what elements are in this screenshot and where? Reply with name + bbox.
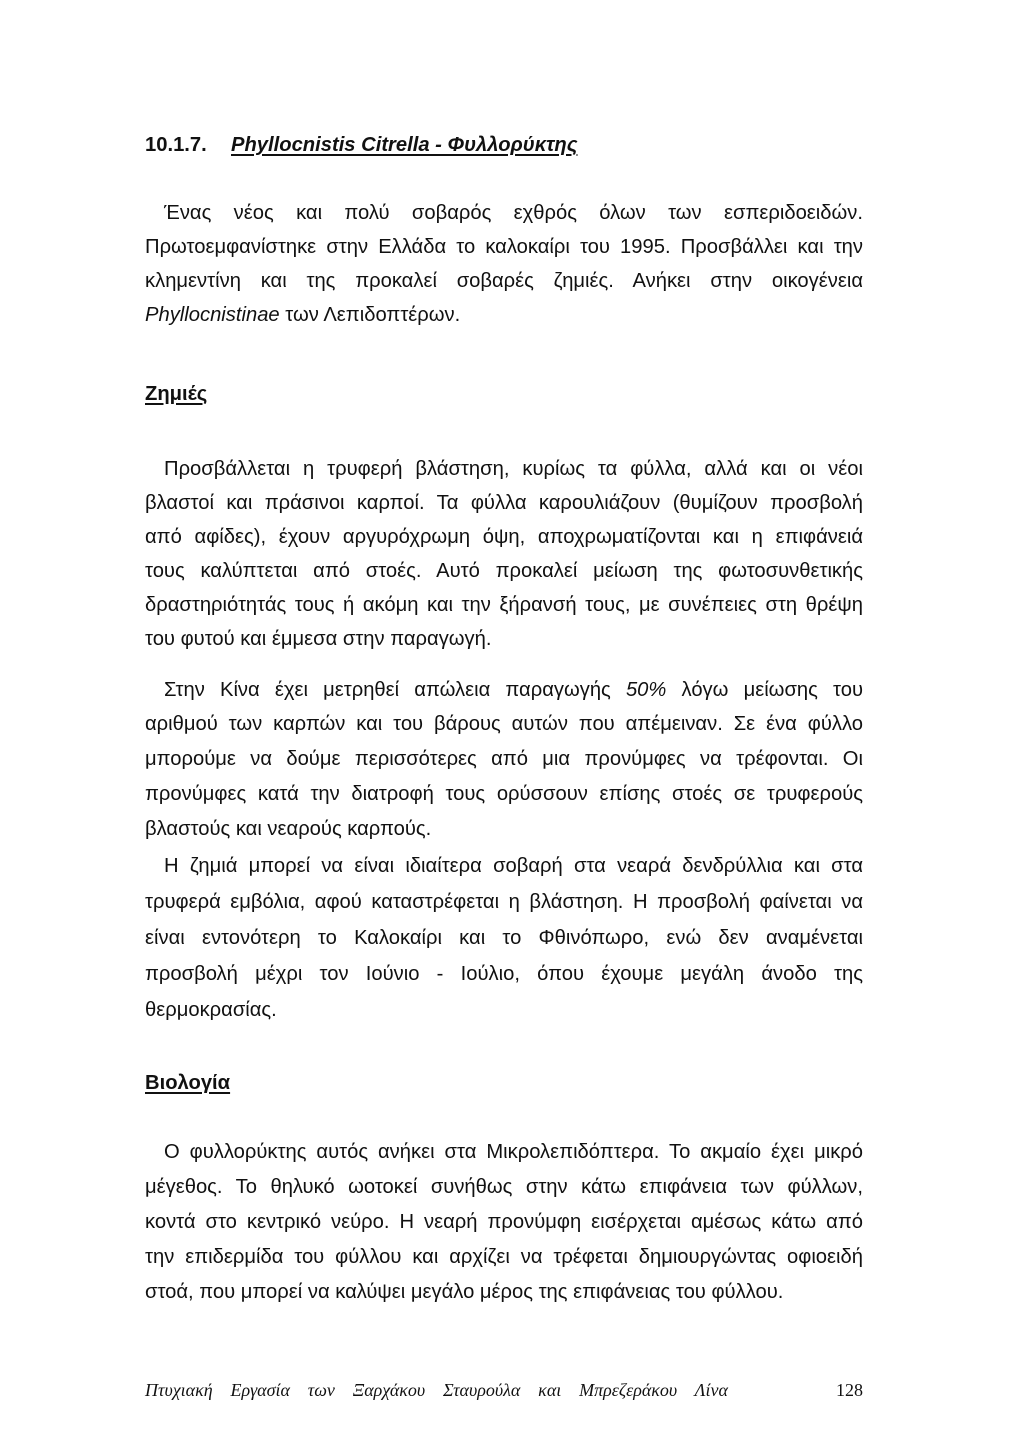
intro-paragraph bbox=[145, 196, 863, 332]
text-line bbox=[145, 298, 863, 332]
text-line: από αφίδες), έχουν αργυρόχρωμη όψη, αποχρωματίζονται και η επιφάνειά bbox=[145, 526, 863, 548]
section-heading bbox=[145, 128, 863, 162]
text-line: του φυτού και έμμεσα στην παραγωγή. bbox=[145, 628, 492, 650]
italic-term: Phyllocnistinae bbox=[145, 304, 280, 326]
text-line: Ο φυλλορύκτης αυτός ανήκει στα Μικρολεπιδόπτερα. Το ακμαίο έχει μικρό bbox=[164, 1140, 863, 1163]
text-segment: των Λεπιδοπτέρων. bbox=[279, 304, 461, 326]
damage-paragraph bbox=[145, 673, 863, 847]
biology-paragraph bbox=[145, 1135, 863, 1310]
text-line: κλημεντίνη και της προκαλεί σοβαρές ζημιές. Ανήκει στην οικογένεια bbox=[145, 270, 863, 292]
damage-heading-label: Ζημιές bbox=[145, 383, 208, 405]
text-line: αριθμού των καρπών και του βάρους αυτών που απέμειναν. Σε ένα φύλλο bbox=[145, 713, 863, 736]
text-line: θερμοκρασίας. bbox=[145, 999, 277, 1021]
text-line: στοά, που μπορεί να καλύψει μεγάλο μέρος της επιφάνειας του φύλλου. bbox=[145, 1280, 784, 1303]
text-line: κοντά στο κεντρικό νεύρο. Η νεαρή προνύμφη εισέρχεται αμέσως κάτω από bbox=[145, 1210, 863, 1233]
damage-paragraph bbox=[145, 848, 863, 1028]
text-line: μέγεθος. Το θηλυκό ωοτοκεί συνήθως στην κάτω επιφάνεια των φύλλων, bbox=[145, 1175, 863, 1198]
text-line: βλαστούς και νεαρούς καρπούς. bbox=[145, 817, 432, 840]
text-line: τρυφερά εμβόλια, αφού καταστρέφεται η βλάστηση. Η προσβολή φαίνεται να bbox=[145, 891, 863, 913]
text-line: Η ζημιά μπορεί να είναι ιδιαίτερα σοβαρή στα νεαρά δενδρύλλια και στα bbox=[164, 855, 863, 877]
page-number: 128 bbox=[836, 1380, 863, 1400]
text-segment: Στην Κίνα έχει μετρηθεί απώλεια παραγωγής bbox=[164, 678, 626, 701]
text-line: μπορούμε να δούμε περισσότερες από μια προνύμφες να τρέφονται. Οι bbox=[145, 748, 863, 771]
biology-heading-label: Βιολογία bbox=[145, 1072, 231, 1094]
text-line: τους καλύπτεται από στοές. Αυτό προκαλεί μείωση της φωτοσυνθετικής bbox=[145, 560, 863, 582]
biology-heading bbox=[145, 1066, 863, 1100]
section-title: Phyllocnistis Citrella - Φυλλορύκτης bbox=[231, 134, 578, 156]
damage-paragraph bbox=[145, 452, 863, 656]
text-line: προνύμφες κατά την διατροφή τους ορύσσουν επίσης στοές σε τρυφερούς bbox=[145, 782, 863, 805]
text-line: Προσβάλλεται η τρυφερή βλάστηση, κυρίως τα φύλλα, αλλά και οι νέοι bbox=[164, 458, 863, 480]
text-segment: λόγω μείωσης του bbox=[666, 678, 863, 701]
text-line: Πρωτοεμφανίστηκε στην Ελλάδα το καλοκαίρι του 1995. Προσβάλλει και την bbox=[145, 236, 863, 258]
italic-term: 50% bbox=[625, 678, 667, 701]
text-line: Ένας νέος και πολύ σοβαρός εχθρός όλων των εσπεριδοειδών. bbox=[164, 202, 863, 224]
footer-caption: Πτυχιακή Εργασία των Ξαρχάκου Σταυρούλα και Μπρεζεράκου Λίνα bbox=[145, 1380, 728, 1400]
text-line bbox=[145, 673, 863, 708]
text-line: δραστηριότητάς τους ή ακόμη και την ξήρανσή τους, με συνέπειες στη θρέψη bbox=[145, 594, 863, 616]
damage-heading bbox=[145, 377, 863, 411]
text-line: βλαστοί και πράσινοι καρποί. Τα φύλλα καρουλιάζουν (θυμίζουν προσβολή bbox=[145, 492, 863, 514]
text-line: είναι εντονότερη το Καλοκαίρι και το Φθινόπωρο, ενώ δεν αναμένεται bbox=[145, 927, 863, 949]
text-line: προσβολή μέχρι τον Ιούνιο - Ιούλιο, όπου έχουμε μεγάλη άνοδο της bbox=[145, 963, 863, 985]
text-line: την επιδερμίδα του φύλλου και αρχίζει να τρέφεται δημιουργώντας οφιοειδή bbox=[145, 1245, 863, 1268]
section-number: 10.1.7. bbox=[145, 134, 207, 156]
